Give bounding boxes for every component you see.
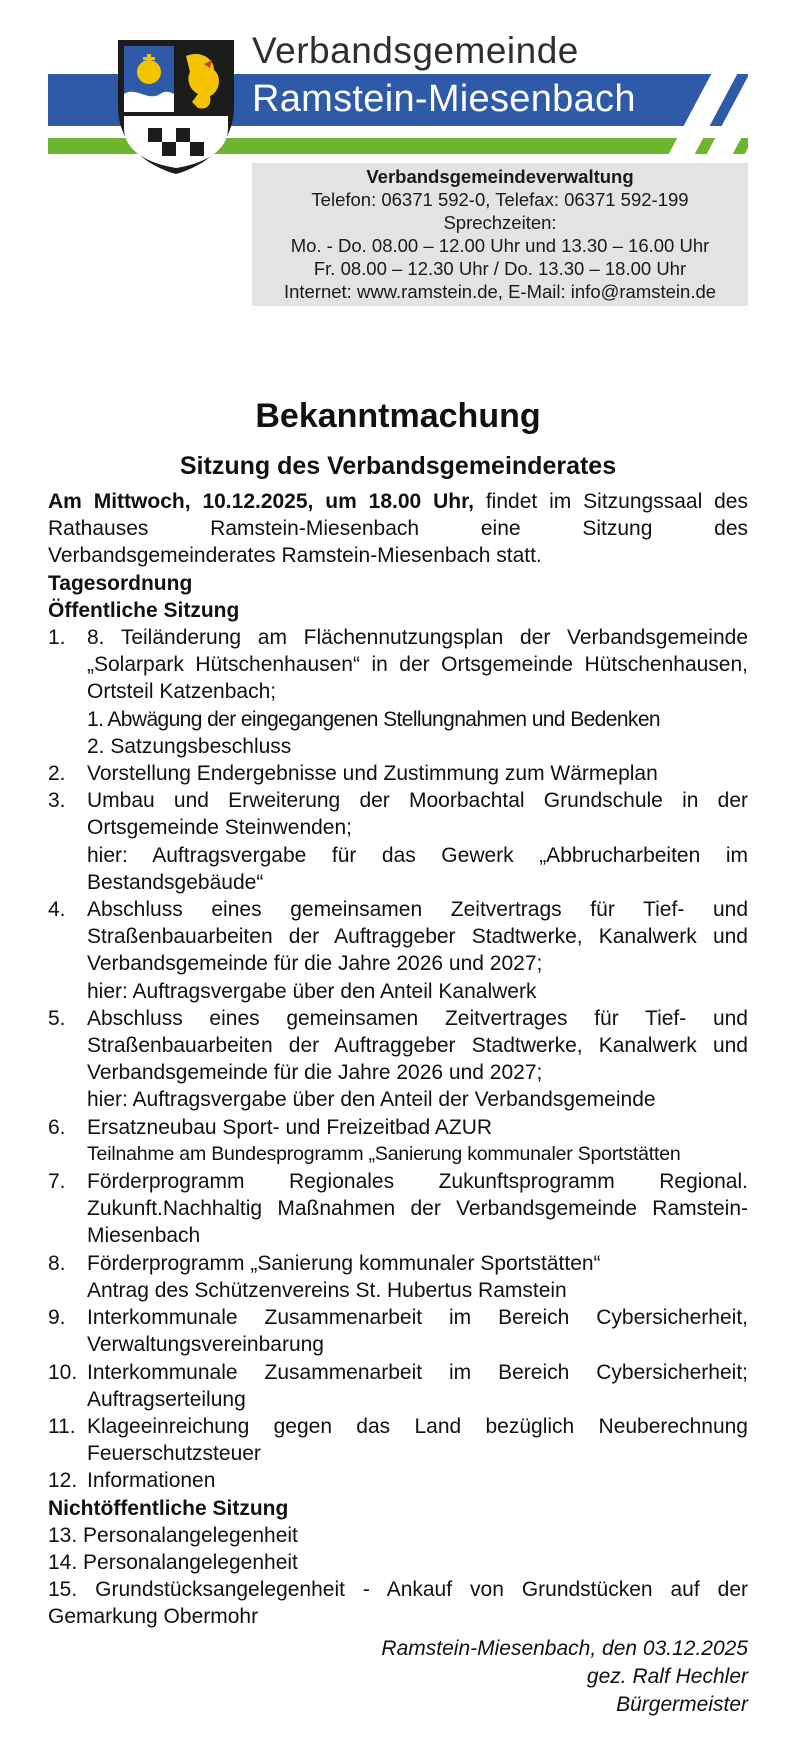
- agenda-item-number: 4.: [48, 898, 66, 922]
- agenda-item: [48, 1168, 748, 1250]
- agenda-item: [48, 896, 748, 1005]
- admin-info-box: [252, 163, 748, 306]
- signature-role: Bürgermeister: [616, 1692, 748, 1716]
- agenda-item: [48, 787, 748, 896]
- agenda-item-text: Förderprogramm „Sanierung kommunaler Sportstätten“: [87, 1251, 601, 1275]
- agenda-item-number: 6.: [48, 1115, 66, 1139]
- intro-date: Am Mittwoch, 10.12.2025, um 18.00 Uhr,: [48, 490, 474, 513]
- admin-hours-weekdays: Mo. - Do. 08.00 – 12.00 Uhr und 13.30 – 16.00 Uhr: [290, 235, 710, 256]
- private-agenda-item: 13. Personalangelegenheit: [48, 1523, 298, 1547]
- agenda-item: [48, 1304, 748, 1358]
- intro-rest: findet im Sitzungssaal des Rathauses Ramstein-Miesenbach eine Sitzung des Verbandsgemeinderates Ramstein-Miesenbach statt.: [48, 490, 748, 568]
- agenda-item: [48, 1359, 748, 1413]
- admin-hours-friday: Fr. 08.00 – 12.30 Uhr / Do. 13.30 – 18.00 Uhr: [313, 258, 687, 279]
- agenda-item: [48, 1250, 748, 1304]
- agenda-item-number: 9.: [48, 1306, 66, 1330]
- agenda-item-number: 12.: [48, 1469, 78, 1493]
- agenda-item-number: 10.: [48, 1360, 78, 1384]
- agenda-item-text: Vorstellung Endergebnisse und Zustimmung zum Wärmeplan: [87, 762, 658, 786]
- agenda-item-text: Abschluss eines gemeinsamen Zeitvertrags für Tief- und Straßenbauarbeiten der Auftraggeber Stadtwerke, Kanalwerk und Verbandsgemeinde für die Jahre 2026 und 2027;: [87, 898, 748, 976]
- admin-contact: Internet: www.ramstein.de, E-Mail: info@ramstein.de: [283, 281, 717, 302]
- agenda-item-number: 11.: [48, 1414, 76, 1438]
- agenda-item-sub: hier: Auftragsvergabe für das Gewerk „Abbrucharbeiten im Bestandsgebäude“: [87, 843, 748, 894]
- notice-title: Bekanntmachung: [255, 397, 541, 435]
- public-session-heading: Öffentliche Sitzung: [48, 598, 240, 622]
- private-agenda-item: 15. Grundstücksangelegenheit - Ankauf von Grundstücken auf der Gemarkung Obermohr: [48, 1578, 748, 1629]
- agenda-item: [48, 1467, 748, 1494]
- agenda-item-sub: 1. Abwägung der eingegangenen Stellungnahmen und Bedenken: [87, 707, 660, 731]
- agenda-item-number: 5.: [48, 1006, 66, 1030]
- agenda-item-text: Informationen: [87, 1469, 216, 1493]
- private-session-heading: Nichtöffentliche Sitzung: [48, 1496, 289, 1520]
- signature-block: [48, 1635, 748, 1719]
- agenda-item: [48, 1114, 748, 1168]
- agenda-item-text: Umbau und Erweiterung der Moorbachtal Grundschule in der Ortsgemeinde Steinwenden;: [87, 789, 748, 840]
- agenda-item-number: 8.: [48, 1251, 66, 1275]
- agenda-item-sub: Antrag des Schützenvereins St. Hubertus Ramstein: [87, 1278, 567, 1302]
- agenda-item: [48, 760, 748, 787]
- agenda-item: [48, 624, 748, 760]
- agenda-item-text: 8. Teiländerung am Flächennutzungsplan der Verbandsgemeinde „Solarpark Hütschenhausen“ in der Ortsgemeinde Hütschenhausen, Ortsteil Katzenbach;: [87, 626, 748, 704]
- agenda-item-number: 1.: [48, 626, 66, 650]
- header-title-line2: Ramstein-Miesenbach: [252, 78, 636, 120]
- admin-phone: Telefon: 06371 592-0, Telefax: 06371 592-199: [311, 189, 689, 210]
- admin-hours-label: Sprechzeiten:: [443, 212, 557, 233]
- header: [0, 0, 793, 320]
- signature-name: gez. Ralf Hechler: [586, 1664, 748, 1688]
- agenda-item-sub: Teilnahme am Bundesprogramm „Sanierung kommunaler Sportstätten: [87, 1142, 681, 1165]
- notice-subtitle: Sitzung des Verbandsgemeinderates: [179, 452, 617, 480]
- agenda-item-text: Förderprogramm Regionales Zukunftsprogramm Regional. Zukunft.Nachhaltig Maßnahmen der Verbandsgemeinde Ramstein-Miesenbach: [87, 1170, 748, 1248]
- agenda-item-sub: hier: Auftragsvergabe über den Anteil Kanalwerk: [87, 979, 537, 1003]
- coat-of-arms-icon: [114, 36, 238, 176]
- agenda-item-text: Interkommunale Zusammenarbeit im Bereich Cybersicherheit, Verwaltungsvereinbarung: [87, 1306, 748, 1357]
- agenda-item: [48, 1005, 748, 1114]
- notice-body: [48, 392, 748, 1719]
- agenda-item-sub: 2. Satzungsbeschluss: [87, 734, 292, 758]
- agenda-item-text: Ersatzneubau Sport- und Freizeitbad AZUR: [87, 1115, 493, 1139]
- agenda-item-sub: hier: Auftragsvergabe über den Anteil der Verbandsgemeinde: [87, 1088, 656, 1112]
- private-agenda-item: 14. Personalangelegenheit: [48, 1550, 298, 1574]
- agenda-item: [48, 1413, 748, 1467]
- agenda-item-number: 3.: [48, 789, 66, 813]
- admin-heading: Verbandsgemeindeverwaltung: [366, 166, 634, 187]
- agenda-item-number: 7.: [48, 1170, 66, 1194]
- agenda-heading: Tagesordnung: [48, 571, 193, 595]
- agenda-item-number: 2.: [48, 762, 66, 786]
- agenda-item-text: Klageeinreichung gegen das Land bezüglich Neuberechnung Feuerschutzsteuer: [87, 1414, 748, 1466]
- agenda-item-text: Abschluss eines gemeinsamen Zeitvertrages für Tief- und Straßenbauarbeiten der Auftraggeber Stadtwerke, Kanalwerk und Verbandsgemeinde für die Jahre 2026 und 2027;: [87, 1006, 748, 1085]
- agenda-item-text: Interkommunale Zusammenarbeit im Bereich Cybersicherheit; Auftragserteilung: [87, 1360, 748, 1411]
- agenda-list: [48, 624, 748, 1495]
- notice-intro: [48, 488, 748, 570]
- signature-place-date: Ramstein-Miesenbach, den 03.12.2025: [381, 1636, 748, 1660]
- header-title-line1: Verbandsgemeinde: [252, 30, 579, 71]
